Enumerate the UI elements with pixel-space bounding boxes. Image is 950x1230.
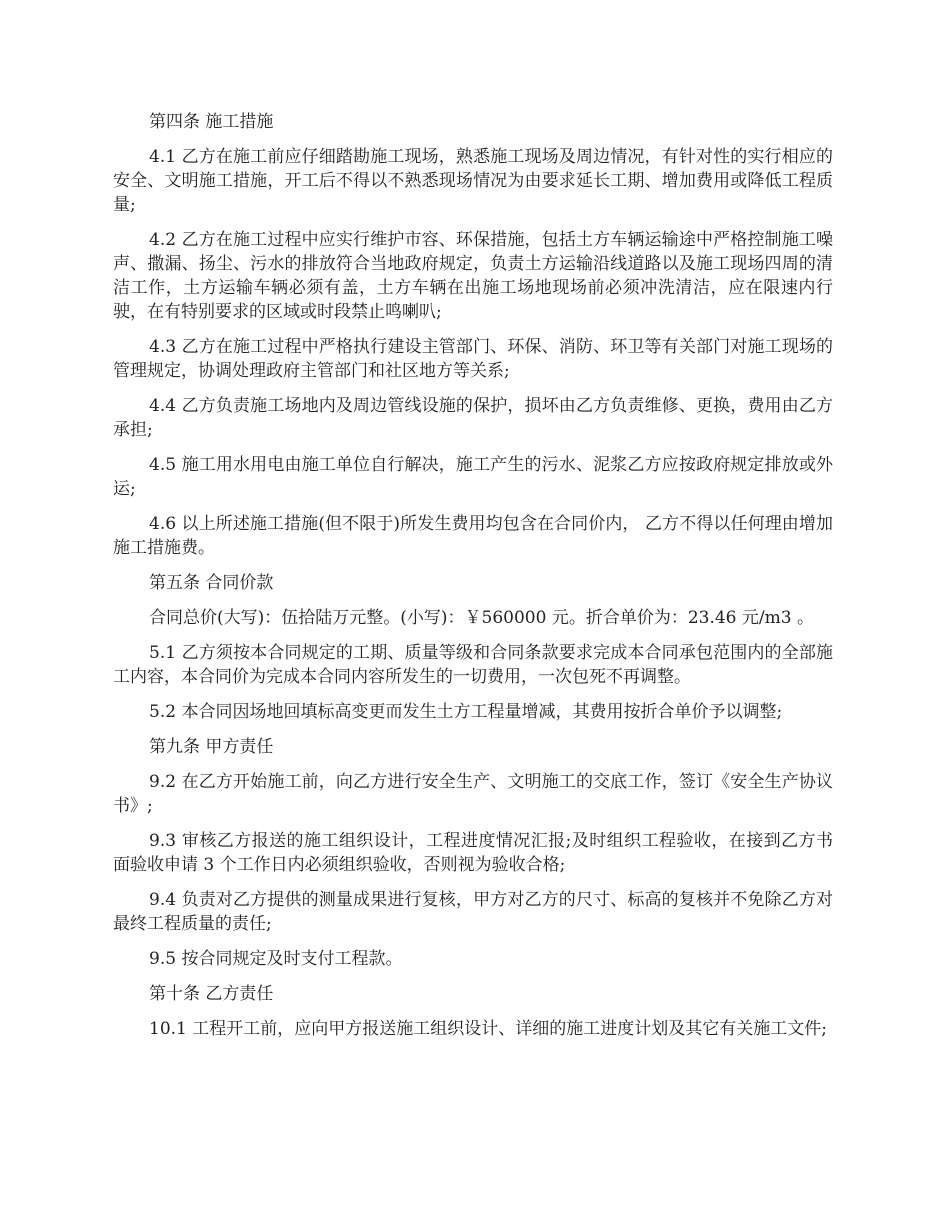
clause-4-3: 4.3 乙方在施工过程中严格执行建设主管部门、环保、消防、环卫等有关部门对施工现场的管理规定，协调处理政府主管部门和社区地方等关系; xyxy=(113,337,833,381)
section-heading-9: 第九条 甲方责任 xyxy=(149,737,274,757)
clause-5-1: 5.1 乙方须按本合同规定的工期、质量等级和合同条款要求完成本合同承包范围内的全部施工内容，本合同价为完成本合同内容所发生的一切费用，一次包死不再调整。 xyxy=(113,643,833,687)
clause-9-2: 9.2 在乙方开始施工前，向乙方进行安全生产、文明施工的交底工作，签订《安全生产协议书》; xyxy=(113,772,833,816)
clause-5-2: 5.2 本合同因场地回填标高变更而发生土方工程量增减，其费用按折合单价予以调整; xyxy=(149,702,783,722)
section-heading-10: 第十条 乙方责任 xyxy=(149,984,274,1004)
clause-10-1: 10.1 工程开工前，应向甲方报送施工组织设计、详细的施工进度计划及其它有关施工文件; xyxy=(149,1019,827,1039)
contract-total-price: 合同总价(大写)：伍拾陆万元整。(小写)：￥560000 元。折合单价为：23.46 元/m3 。 xyxy=(149,608,814,628)
clause-9-3: 9.3 审核乙方报送的施工组织设计，工程进度情况汇报;及时组织工程验收，在接到乙方书面验收申请 3 个工作日内必须组织验收，否则视为验收合格; xyxy=(113,831,833,875)
clause-4-1: 4.1 乙方在施工前应仔细踏勘施工现场，熟悉施工现场及周边情况，有针对性的实行相应的安全、文明施工措施，开工后不得以不熟悉现场情况为由要求延长工期、增加费用或降低工程质量; xyxy=(113,147,833,215)
clause-4-6: 4.6 以上所述施工措施(但不限于)所发生费用均包含在合同价内， 乙方不得以任何理由增加施工措施费。 xyxy=(113,514,833,558)
section-heading-4: 第四条 施工措施 xyxy=(149,112,274,132)
clause-9-4: 9.4 负责对乙方提供的测量成果进行复核，甲方对乙方的尺寸、标高的复核并不免除乙方对最终工程质量的责任; xyxy=(113,890,833,934)
section-heading-5: 第五条 合同价款 xyxy=(149,573,274,593)
clause-4-2: 4.2 乙方在施工过程中应实行维护市容、环保措施，包括土方车辆运输途中严格控制施工噪声、撒漏、扬尘、污水的排放符合当地政府规定，负责土方运输沿线道路以及施工现场四周的清洁工作，土方运输车辆必须有盖，土方车辆在出施工场地现场前必须冲洗清洁，应在限速内行驶，在有特别要求的区域或时段禁止鸣喇叭; xyxy=(113,230,833,322)
document-body xyxy=(113,110,833,1052)
clause-9-5: 9.5 按合同规定及时支付工程款。 xyxy=(149,949,403,969)
clause-4-4: 4.4 乙方负责施工场地内及周边管线设施的保护，损坏由乙方负责维修、更换，费用由乙方承担; xyxy=(113,396,833,440)
clause-4-5: 4.5 施工用水用电由施工单位自行解决，施工产生的污水、泥浆乙方应按政府规定排放或外运; xyxy=(113,455,833,499)
